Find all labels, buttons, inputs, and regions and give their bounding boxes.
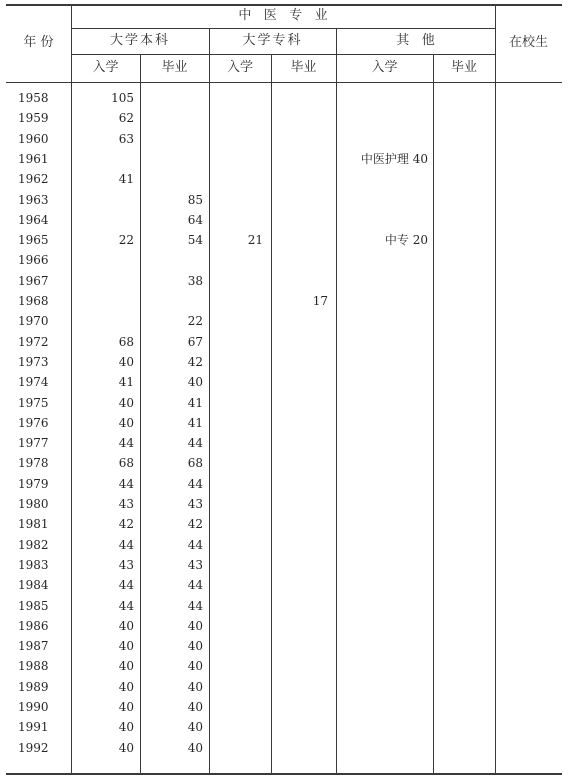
table-row xyxy=(6,88,562,108)
cell-ug-enroll: 44 xyxy=(118,578,134,593)
cell-ug-graduate: 44 xyxy=(187,436,203,451)
cell-ug-enroll: 44 xyxy=(118,436,134,451)
cell-ug-graduate: 44 xyxy=(187,578,203,593)
header-in-school: 在校生 xyxy=(508,35,548,50)
cell-year: 1976 xyxy=(18,415,49,430)
cell-year: 1986 xyxy=(18,618,49,633)
cell-ug-graduate: 68 xyxy=(187,456,203,471)
cell-ug-graduate: 44 xyxy=(187,598,203,613)
cell-year: 1965 xyxy=(18,233,49,248)
cell-ug-graduate: 43 xyxy=(187,497,203,511)
header-other: 其 他 xyxy=(396,33,435,48)
cell-ug-enroll: 105 xyxy=(111,91,134,105)
cell-year: 1973 xyxy=(18,354,49,369)
cell-ug-graduate: 85 xyxy=(187,192,203,207)
cell-ug-enroll: 41 xyxy=(118,172,134,187)
table-row xyxy=(6,210,562,230)
cell-year: 1985 xyxy=(18,598,49,613)
table-row xyxy=(6,616,562,636)
cell-year: 1959 xyxy=(18,111,49,126)
cell-ug-graduate: 40 xyxy=(187,375,203,390)
table-row xyxy=(6,575,562,595)
cell-year: 1991 xyxy=(18,720,49,735)
header-co-graduate: 毕业 xyxy=(290,60,317,75)
cell-ug-enroll: 40 xyxy=(118,415,134,430)
cell-year: 1975 xyxy=(18,395,49,410)
header-year: 年 份 xyxy=(23,35,54,50)
cell-ug-graduate: 22 xyxy=(187,314,203,329)
cell-ug-enroll: 44 xyxy=(118,537,134,552)
cell-ug-graduate: 44 xyxy=(187,537,203,552)
cell-year: 1961 xyxy=(18,151,49,166)
table-row xyxy=(6,555,562,575)
table-row xyxy=(6,250,562,270)
cell-ug-graduate: 54 xyxy=(187,233,203,248)
cell-year: 1992 xyxy=(18,740,49,755)
cell-other-enroll: 中医护理 40 xyxy=(360,151,428,166)
header-rule-programs xyxy=(71,54,495,55)
table-row xyxy=(6,271,562,291)
cell-year: 1990 xyxy=(18,700,49,714)
cell-year: 1989 xyxy=(18,679,49,694)
cell-year: 1980 xyxy=(18,497,49,511)
cell-other-enroll: 中专 20 xyxy=(384,233,428,248)
cell-ug-enroll: 68 xyxy=(118,456,134,471)
table-row xyxy=(6,149,562,169)
cell-ug-enroll: 22 xyxy=(118,233,134,248)
cell-ug-graduate: 42 xyxy=(187,517,203,532)
cell-ug-enroll: 40 xyxy=(118,740,134,755)
table-row xyxy=(6,108,562,128)
header-ot-graduate: 毕业 xyxy=(450,60,477,75)
cell-year: 1987 xyxy=(18,639,49,654)
header-co-enroll: 入学 xyxy=(226,60,253,75)
cell-ug-enroll: 41 xyxy=(118,375,134,390)
cell-year: 1958 xyxy=(18,91,49,105)
table-row xyxy=(6,311,562,331)
table-row xyxy=(6,332,562,352)
table-row xyxy=(6,413,562,433)
header-ot-enroll: 入学 xyxy=(371,60,398,75)
cell-year: 1970 xyxy=(18,314,49,329)
table-row xyxy=(6,393,562,413)
cell-year: 1984 xyxy=(18,578,49,593)
table-row xyxy=(6,433,562,453)
header-tcm-major: 中 医 专 业 xyxy=(238,8,328,23)
cell-ug-graduate: 44 xyxy=(187,476,203,491)
cell-year: 1981 xyxy=(18,517,49,532)
cell-ug-graduate: 41 xyxy=(187,415,203,430)
cell-ug-enroll: 42 xyxy=(118,517,134,532)
cell-year: 1966 xyxy=(18,253,49,268)
cell-co-enroll: 21 xyxy=(247,233,263,248)
table-bottom-rule xyxy=(6,773,562,775)
header-bottom-rule xyxy=(6,82,562,83)
table-row xyxy=(6,656,562,676)
cell-year: 1963 xyxy=(18,192,49,207)
cell-ug-graduate: 40 xyxy=(187,659,203,674)
header-rule-tcm xyxy=(71,28,495,29)
cell-year: 1972 xyxy=(18,334,49,349)
cell-year: 1982 xyxy=(18,537,49,552)
cell-ug-enroll: 40 xyxy=(118,354,134,369)
cell-ug-enroll: 40 xyxy=(118,659,134,674)
table-row xyxy=(6,697,562,717)
table-row xyxy=(6,291,562,311)
cell-ug-enroll: 62 xyxy=(118,111,134,126)
table-row xyxy=(6,129,562,149)
cell-year: 1974 xyxy=(18,375,49,390)
table-row xyxy=(6,169,562,189)
cell-year: 1967 xyxy=(18,273,49,288)
cell-ug-enroll: 40 xyxy=(118,639,134,654)
table-row xyxy=(6,474,562,494)
table-row xyxy=(6,352,562,372)
table-row xyxy=(6,190,562,210)
cell-year: 1988 xyxy=(18,659,49,674)
cell-ug-graduate: 40 xyxy=(187,618,203,633)
table-top-rule xyxy=(6,4,562,6)
cell-year: 1964 xyxy=(18,212,49,227)
cell-year: 1978 xyxy=(18,456,49,471)
cell-year: 1983 xyxy=(18,557,49,572)
table-row xyxy=(6,738,562,758)
table-row xyxy=(6,494,562,514)
table-row xyxy=(6,230,562,250)
cell-ug-enroll: 40 xyxy=(118,395,134,410)
header-ug-graduate: 毕业 xyxy=(161,60,188,75)
cell-ug-graduate: 40 xyxy=(187,720,203,735)
table-row xyxy=(6,535,562,555)
cell-ug-enroll: 63 xyxy=(118,131,134,146)
cell-co-graduate: 17 xyxy=(312,294,328,308)
table-row xyxy=(6,596,562,616)
header-undergraduate: 大学本科 xyxy=(109,33,170,48)
cell-ug-graduate: 40 xyxy=(187,639,203,654)
cell-year: 1968 xyxy=(18,294,49,308)
cell-year: 1962 xyxy=(18,172,49,187)
cell-ug-enroll: 40 xyxy=(118,700,134,714)
cell-ug-graduate: 38 xyxy=(187,273,203,288)
table-row xyxy=(6,453,562,473)
cell-ug-enroll: 44 xyxy=(118,598,134,613)
table-row xyxy=(6,636,562,656)
header-ug-enroll: 入学 xyxy=(92,60,119,75)
cell-ug-enroll: 43 xyxy=(118,497,134,511)
cell-ug-graduate: 40 xyxy=(187,740,203,755)
cell-year: 1960 xyxy=(18,131,49,146)
table-row xyxy=(6,677,562,697)
cell-ug-graduate: 67 xyxy=(187,334,203,349)
cell-ug-graduate: 42 xyxy=(187,354,203,369)
table-row xyxy=(6,514,562,534)
cell-ug-enroll: 43 xyxy=(118,557,134,572)
cell-ug-enroll: 40 xyxy=(118,679,134,694)
statistics-table xyxy=(6,4,562,776)
header-college: 大学专科 xyxy=(242,33,303,48)
cell-ug-graduate: 64 xyxy=(187,212,203,227)
cell-year: 1979 xyxy=(18,476,49,491)
cell-year: 1977 xyxy=(18,436,49,451)
cell-ug-enroll: 44 xyxy=(118,476,134,491)
cell-ug-graduate: 40 xyxy=(187,679,203,694)
cell-ug-enroll: 40 xyxy=(118,618,134,633)
cell-ug-graduate: 41 xyxy=(187,395,203,410)
cell-ug-enroll: 40 xyxy=(118,720,134,735)
cell-ug-graduate: 43 xyxy=(187,557,203,572)
table-row xyxy=(6,717,562,737)
table-row xyxy=(6,372,562,392)
cell-ug-graduate: 40 xyxy=(187,700,203,714)
cell-ug-enroll: 68 xyxy=(118,334,134,349)
